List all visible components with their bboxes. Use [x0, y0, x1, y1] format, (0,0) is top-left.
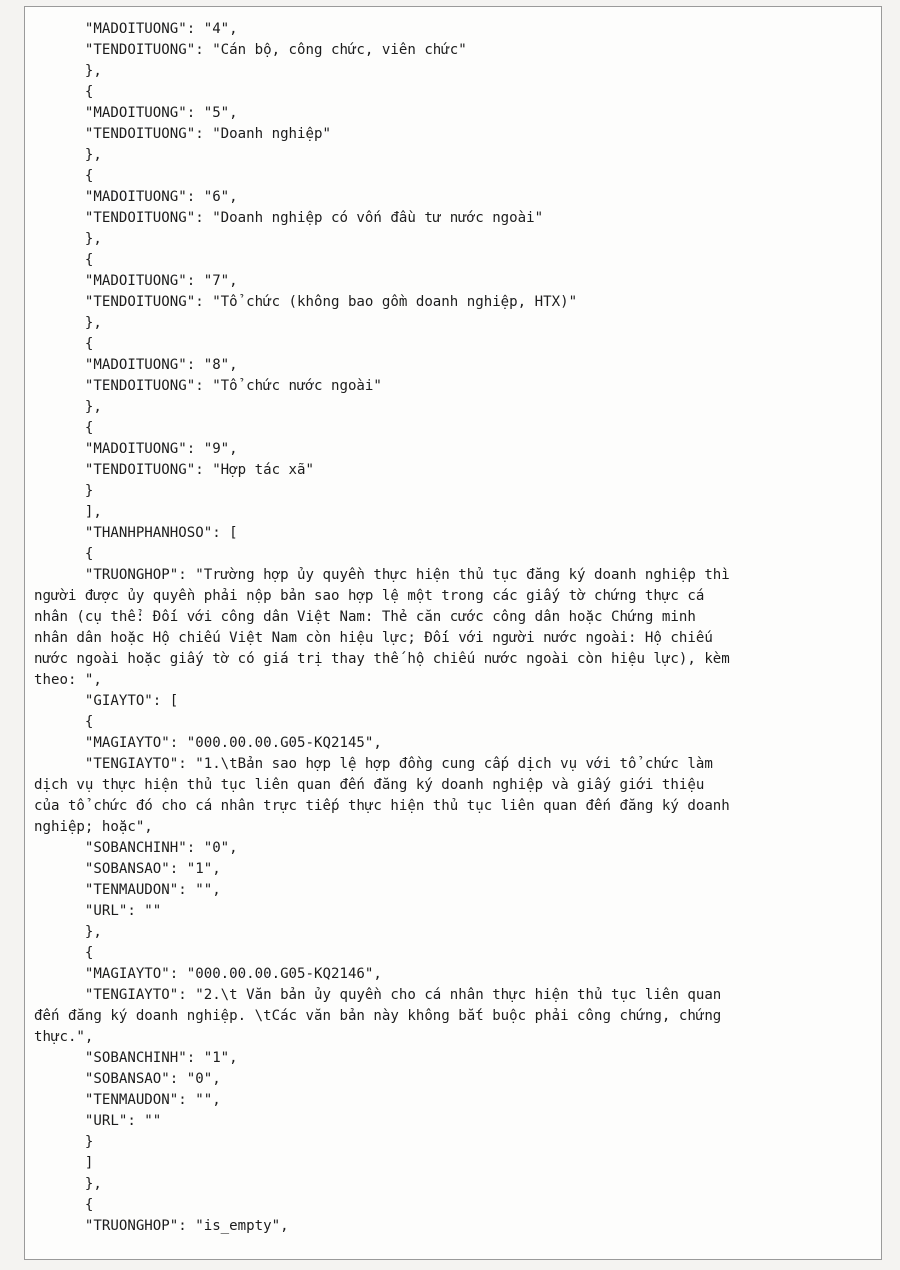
code-line: "TENMAUDON": "",	[34, 1092, 221, 1108]
code-line: "THANHPHANHOSO": [	[34, 525, 238, 541]
code-line: {	[34, 252, 94, 268]
code-line: "TENGIAYTO": "2.\t Văn bản ủy quyền cho cá nhân thực hiện thủ tục liên quan	[34, 987, 722, 1003]
scanned-page	[24, 6, 882, 1260]
code-line: của tổ chức đó cho cá nhân trực tiếp thực hiện thủ tục liên quan đến đăng ký doanh	[34, 798, 730, 814]
code-line: "TENDOITUONG": "Doanh nghiệp có vốn đầu tư nước ngoài"	[34, 210, 544, 226]
code-line: "MAGIAYTO": "000.00.00.G05-KQ2146",	[34, 966, 382, 982]
code-line: "URL": ""	[34, 903, 162, 919]
code-line: "MADOITUONG": "4",	[34, 21, 238, 37]
code-line: },	[34, 924, 102, 940]
code-line: "TRUONGHOP": "Trường hợp ủy quyền thực hiện thủ tục đăng ký doanh nghiệp thì	[34, 567, 730, 583]
code-line: {	[34, 1197, 94, 1213]
code-line: }	[34, 483, 94, 499]
code-line: {	[34, 420, 94, 436]
code-line: "URL": ""	[34, 1113, 162, 1129]
code-line: "SOBANCHINH": "0",	[34, 840, 238, 856]
code-line: "TENDOITUONG": "Cán bộ, công chức, viên chức"	[34, 42, 467, 58]
code-line: {	[34, 336, 94, 352]
code-line: }	[34, 1134, 94, 1150]
code-line: },	[34, 399, 102, 415]
code-line: "MADOITUONG": "7",	[34, 273, 238, 289]
code-line: "MADOITUONG": "8",	[34, 357, 238, 373]
code-line: },	[34, 1176, 102, 1192]
code-line: ],	[34, 504, 102, 520]
code-line: nhân (cụ thể: Đối với công dân Việt Nam: Thẻ căn cước công dân hoặc Chứng minh	[34, 609, 696, 625]
code-line: "SOBANSAO": "0",	[34, 1071, 221, 1087]
code-line: nhân dân hoặc Hộ chiếu Việt Nam còn hiệu lực; Đối với người nước ngoài: Hộ chiếu	[34, 630, 713, 646]
code-line: ]	[34, 1155, 94, 1171]
code-line: },	[34, 63, 102, 79]
code-line: {	[34, 945, 94, 961]
code-line: thực.",	[34, 1029, 94, 1045]
code-line: "MAGIAYTO": "000.00.00.G05-KQ2145",	[34, 735, 382, 751]
code-line: "TENDOITUONG": "Doanh nghiệp"	[34, 126, 331, 142]
code-line: {	[34, 546, 94, 562]
code-line: "TENMAUDON": "",	[34, 882, 221, 898]
code-line: "TRUONGHOP": "is_empty",	[34, 1218, 289, 1234]
code-line: "TENDOITUONG": "Tổ chức (không bao gồm doanh nghiệp, HTX)"	[34, 294, 578, 310]
code-line: "TENDOITUONG": "Hợp tác xã"	[34, 462, 315, 478]
code-line: },	[34, 231, 102, 247]
code-line: dịch vụ thực hiện thủ tục liên quan đến đăng ký doanh nghiệp và giấy giới thiệu	[34, 777, 705, 793]
code-line: },	[34, 315, 102, 331]
code-line: "SOBANCHINH": "1",	[34, 1050, 238, 1066]
code-line: "MADOITUONG": "5",	[34, 105, 238, 121]
code-line: },	[34, 147, 102, 163]
code-line: "TENDOITUONG": "Tổ chức nước ngoài"	[34, 378, 382, 394]
code-line: theo: ",	[34, 672, 102, 688]
code-line: {	[34, 84, 94, 100]
code-line: {	[34, 168, 94, 184]
code-line: người được ủy quyền phải nộp bản sao hợp lệ một trong các giấy tờ chứng thực cá	[34, 588, 705, 604]
json-code-block	[34, 19, 874, 1237]
code-line: nước ngoài hoặc giấy tờ có giá trị thay thế hộ chiếu nước ngoài còn hiệu lực), kèm	[34, 651, 730, 667]
code-line: {	[34, 714, 94, 730]
code-line: "SOBANSAO": "1",	[34, 861, 221, 877]
code-line: nghiệp; hoặc",	[34, 819, 153, 835]
code-line: "GIAYTO": [	[34, 693, 179, 709]
code-line: đến đăng ký doanh nghiệp. \tCác văn bản này không bắt buộc phải công chứng, chứng	[34, 1008, 722, 1024]
code-line: "TENGIAYTO": "1.\tBản sao hợp lệ hợp đồng cung cấp dịch vụ với tổ chức làm	[34, 756, 713, 772]
code-line: "MADOITUONG": "9",	[34, 441, 238, 457]
code-line: "MADOITUONG": "6",	[34, 189, 238, 205]
